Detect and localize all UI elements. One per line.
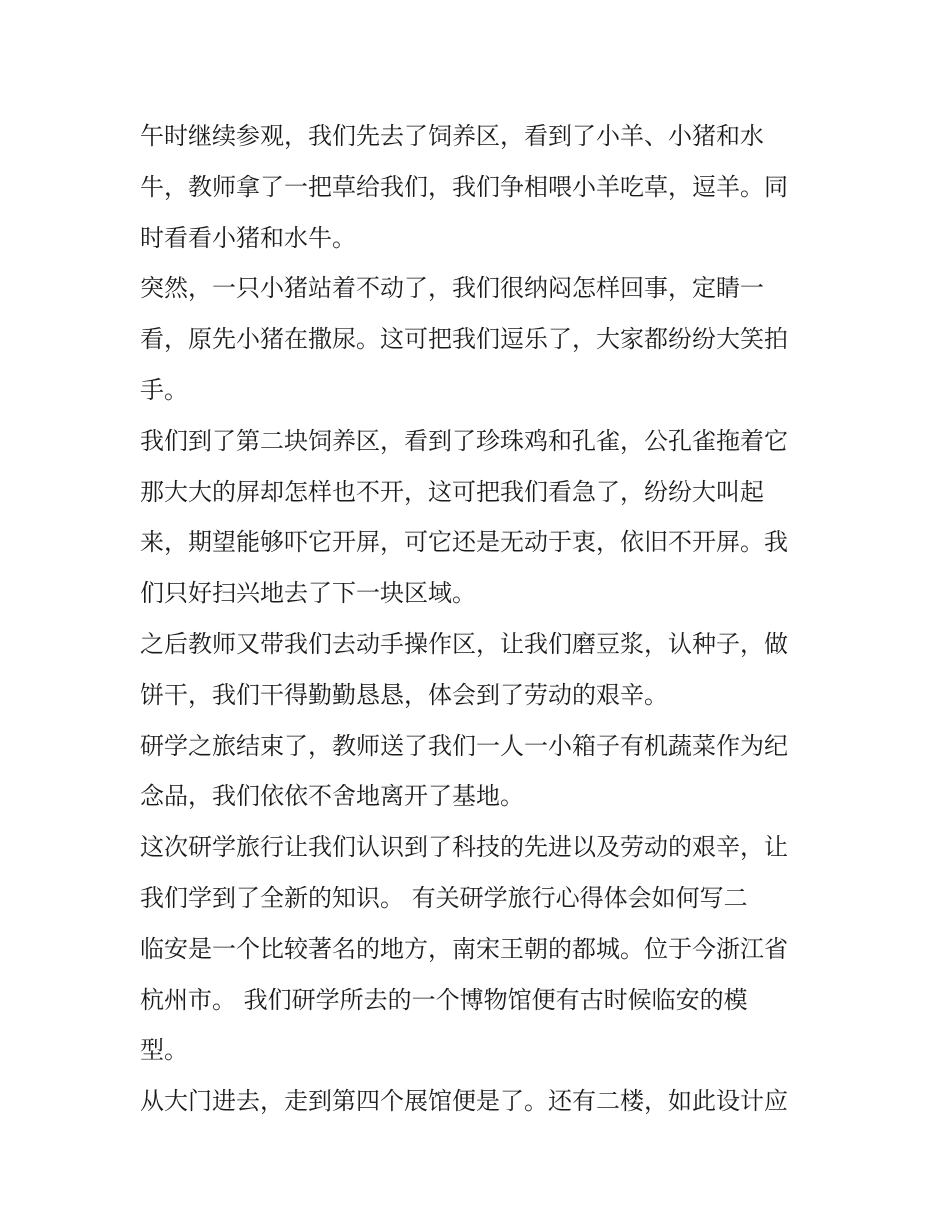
text-line: 研学之旅结束了，教师送了我们一人一小箱子有机蔬菜作为纪: [140, 731, 788, 760]
text-line: 那大大的屏却怎样也不开，这可把我们看急了，纷纷大叫起: [140, 477, 764, 506]
text-line: 饼干，我们干得勤勤恳恳，体会到了劳动的艰辛。: [140, 680, 668, 709]
text-line: 手。: [140, 375, 188, 404]
text-line: 来，期望能够吓它开屏，可它还是无动于衷，依旧不开屏。我: [140, 528, 788, 557]
text-line: 念品，我们依依不舍地离开了基地。: [140, 782, 524, 811]
body-text: [140, 111, 820, 1127]
text-line: 牛，教师拿了一把草给我们，我们争相喂小羊吃草，逗羊。同: [140, 172, 788, 201]
text-line: 们只好扫兴地去了下一块区域。: [140, 579, 476, 608]
text-line: 我们到了第二块饲养区，看到了珍珠鸡和孔雀，公孔雀拖着它: [140, 426, 788, 455]
text-line: 时看看小猪和水牛。: [140, 223, 356, 252]
text-line: 临安是一个比较著名的地方，南宋王朝的都城。位于今浙江省: [140, 934, 788, 963]
text-line: 型。: [140, 1036, 188, 1065]
text-line: 午时继续参观，我们先去了饲养区，看到了小羊、小猪和水: [140, 122, 764, 150]
text-line: 这次研学旅行让我们认识到了科技的先进以及劳动的艰辛，让: [140, 833, 788, 862]
text-line: 我们学到了全新的知识。 有关研学旅行心得体会如何写二: [140, 883, 748, 912]
text-line: 突然，一只小猪站着不动了，我们很纳闷怎样回事，定睛一: [140, 274, 764, 303]
text-line: 从大门进去，走到第四个展馆便是了。还有二楼，如此设计应: [140, 1087, 788, 1116]
text-line: 之后教师又带我们去动手操作区，让我们磨豆浆，认种子，做: [140, 629, 788, 658]
text-line: 杭州市。 我们研学所去的一个博物馆便有古时候临安的模: [140, 985, 748, 1014]
text-line: 看，原先小猪在撒尿。这可把我们逗乐了，大家都纷纷大笑拍: [140, 325, 788, 354]
